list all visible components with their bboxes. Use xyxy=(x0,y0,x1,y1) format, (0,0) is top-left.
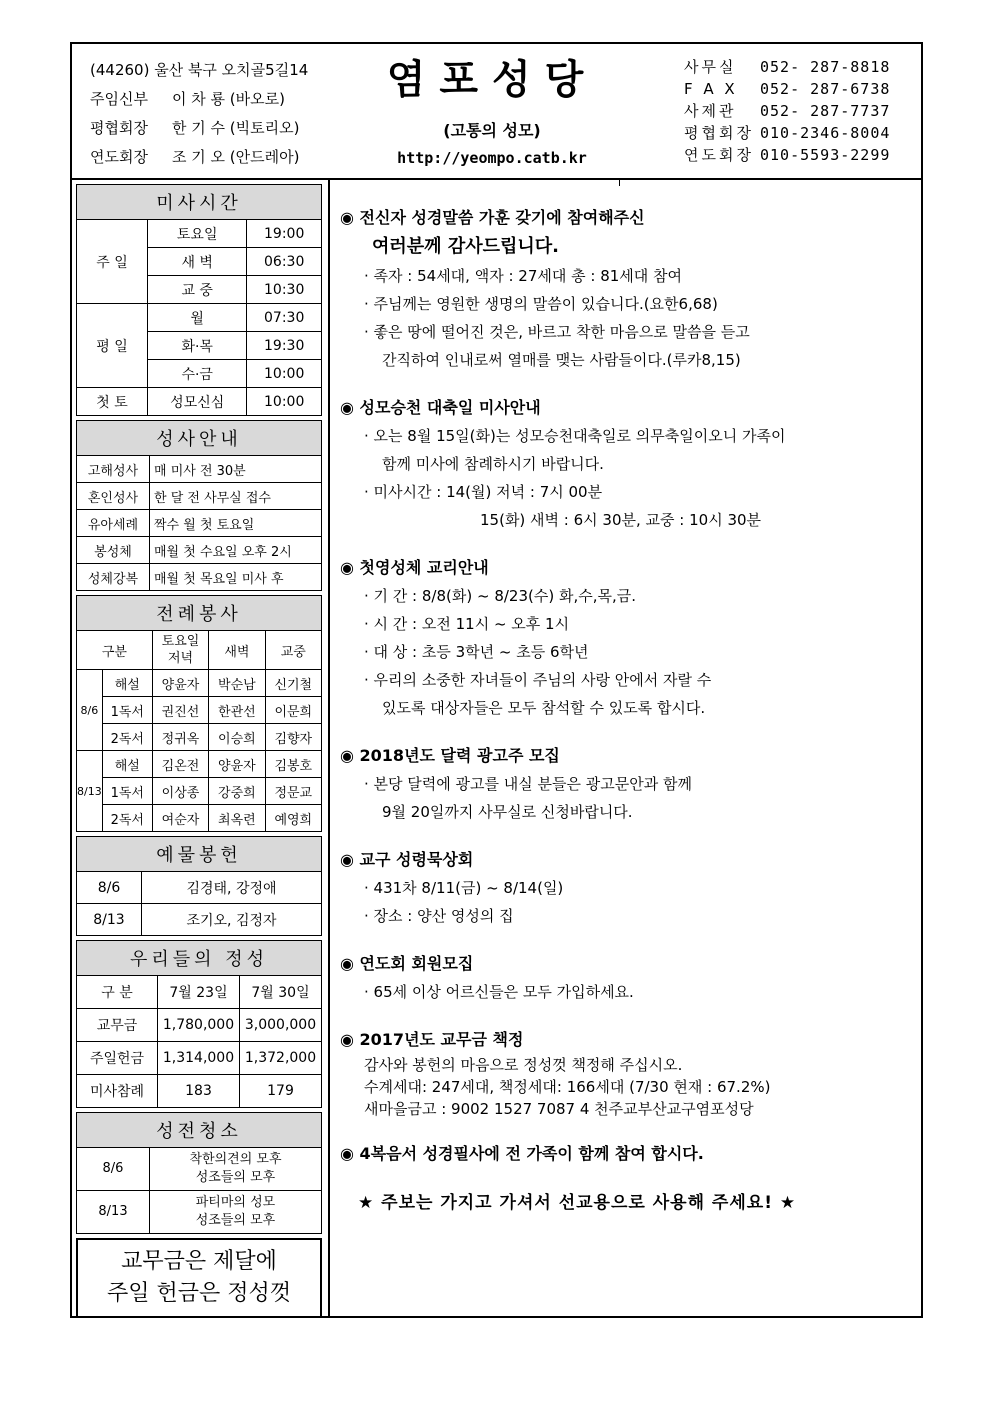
mass-times-table: 미사시간 주 일 토요일 19:00 새 벽 06:30 교 중 10:30 평 일 월 07:30 화·목 19:30 수·금 10:00 첫 토 성모신심 10:00 xyxy=(76,184,322,416)
contributions-table: 우리들의 정성 구 분 7월 23일 7월 30일 교무금 1,780,000 3,000,000 주일헌금 1,314,000 1,372,000 미사참례 183 179 xyxy=(76,940,322,1108)
notices-column xyxy=(340,204,910,1213)
liturgy-service-table: 전례봉사 구분 토요일 저녁 새벽 교중 8/6 해설 양윤자 박순남 신기철 1독서 권진선 한관선 이문희 2독서 정귀옥 이승희 김향자 8/13 해설 김온전 양윤자 김봉호 1독서 이상종 강중희 정문교 2독서 여순자 최옥련 예영희 xyxy=(76,595,322,832)
notice-members: ◉ 연도회 회원모집 · 65세 이상 어르신들은 모두 가입하세요. xyxy=(340,954,634,1001)
left-column xyxy=(76,184,322,1318)
contact-row: 사제관 052- 287-7737 xyxy=(684,102,891,120)
bulletin-page xyxy=(70,42,923,1318)
info-row: 주임신부 이 차 룡 (바오로) xyxy=(90,90,285,108)
page-title: 염포성당 xyxy=(386,57,598,103)
header-left xyxy=(90,56,308,172)
notice-calendar-ads: ◉ 2018년도 달력 광고주 모집 · 본당 달력에 광고를 내실 분들은 광고문안과 함께 9월 20일까지 사무실로 신청바랍니다. xyxy=(340,746,692,821)
cleaning-table: 성전청소 8/6 착한의견의 모후 성조들의 모후 8/13 파티마의 성모 성조들의 모후 xyxy=(76,1112,322,1234)
info-row: 연도회장 조 기 오 (안드레아) xyxy=(90,148,300,166)
divider-tick xyxy=(619,178,620,186)
footer-note: ★ 주보는 가지고 가셔서 선교용으로 사용해 주세요! ★ xyxy=(358,1193,797,1213)
sacraments-table: 성사안내 고해성사 매 미사 전 30분 혼인성사 한 달 전 사무실 접수 유아세례 짝수 월 첫 토요일 봉성체 매월 첫 수요일 오후 2시 성체강복 매월 첫 목요일 미사 후 xyxy=(76,420,322,591)
contact-list xyxy=(684,56,890,166)
cleaning-title: 성전청소 xyxy=(77,1113,322,1148)
offering-table: 예물봉헌 8/6 김경태, 강정애 8/13 조기오, 김정자 xyxy=(76,836,322,936)
sacraments-title: 성사안내 xyxy=(77,421,322,456)
info-row: 평협회장 한 기 수 (빅토리오) xyxy=(90,119,300,137)
notice-assumption-mass: ◉ 성모승천 대축일 미사안내 · 오는 8월 15일(화)는 성모승천대축일로 의무축일이오니 가족이 함께 미사에 참례하시기 바랍니다. · 미사시간 : 14(월) 저녁 : 7시 00분 15(화) 새벽 : 6시 30분, 교중 : 10시 30분 xyxy=(340,398,786,529)
contact-row: 사무실 052- 287-8818 xyxy=(684,58,891,76)
notice-retreat: ◉ 교구 성령묵상회 · 431차 8/11(금) ~ 8/14(일) · 장소 : 양산 영성의 집 xyxy=(340,850,564,925)
notice-bible-copy: ◉ 4복음서 성경필사에 전 가족이 함께 참여 합시다. xyxy=(340,1144,704,1163)
notice-first-communion: ◉ 첫영성체 교리안내 · 기 간 : 8/8(화) ~ 8/23(수) 화,수,목,금. · 시 간 : 오전 11시 ~ 오후 1시 · 대 상 : 초등 3학년 ~ 초등 6학년 · 우리의 소중한 자녀들이 주님의 사랑 안에서 자랄 수 있도록 대상자들은 모두 참석할 수 있도록 합시다. xyxy=(340,558,712,717)
notice-dues: ◉ 2017년도 교무금 책정 감사와 봉헌의 마음으로 정성껏 책정해 주십시오. 수계세대: 247세대, 책정세대: 166세대 (7/30 현재 : 67.2%) 새마을금고 : 9002 1527 7087 4 천주교부산교구염포성당 xyxy=(340,1030,771,1118)
address: (44260) 울산 북구 오치골5길14 xyxy=(90,61,309,79)
column-divider xyxy=(328,178,330,1316)
contact-row: 연도회장 010-5593-2299 xyxy=(684,146,891,164)
offering-title: 예물봉헌 xyxy=(77,837,322,872)
contact-row: 평협회장 010-2346-8004 xyxy=(684,124,891,142)
header-center xyxy=(377,52,607,167)
notice-thanks: ◉ 전신자 성경말씀 가훈 갖기에 참여해주신 여러분께 감사드립니다. · 족자 : 54세대, 액자 : 27세대 총 : 81세대 참여 · 주님께는 영원한 생명의 말씀이 있습니다.(요한6,68) · 좋은 땅에 떨어진 것은, 바르고 착한 마음으로 말씀을 듣고 간직하여 인내로써 열매를 맺는 사람들이다.(루카8,15) xyxy=(340,208,750,369)
slogan-box: 교무금은 제달에 주일 헌금은 정성껏 xyxy=(76,1238,322,1318)
liturgy-service-title: 전례봉사 xyxy=(77,596,322,631)
contact-row: F A X 052- 287-6738 xyxy=(684,80,891,98)
header xyxy=(72,44,921,180)
page-subtitle: (고통의 성모) xyxy=(443,121,541,140)
website-link[interactable]: http://yeompo.catb.kr xyxy=(397,149,587,167)
mass-times-title: 미사시간 xyxy=(77,185,322,220)
contributions-title: 우리들의 정성 xyxy=(77,941,322,976)
